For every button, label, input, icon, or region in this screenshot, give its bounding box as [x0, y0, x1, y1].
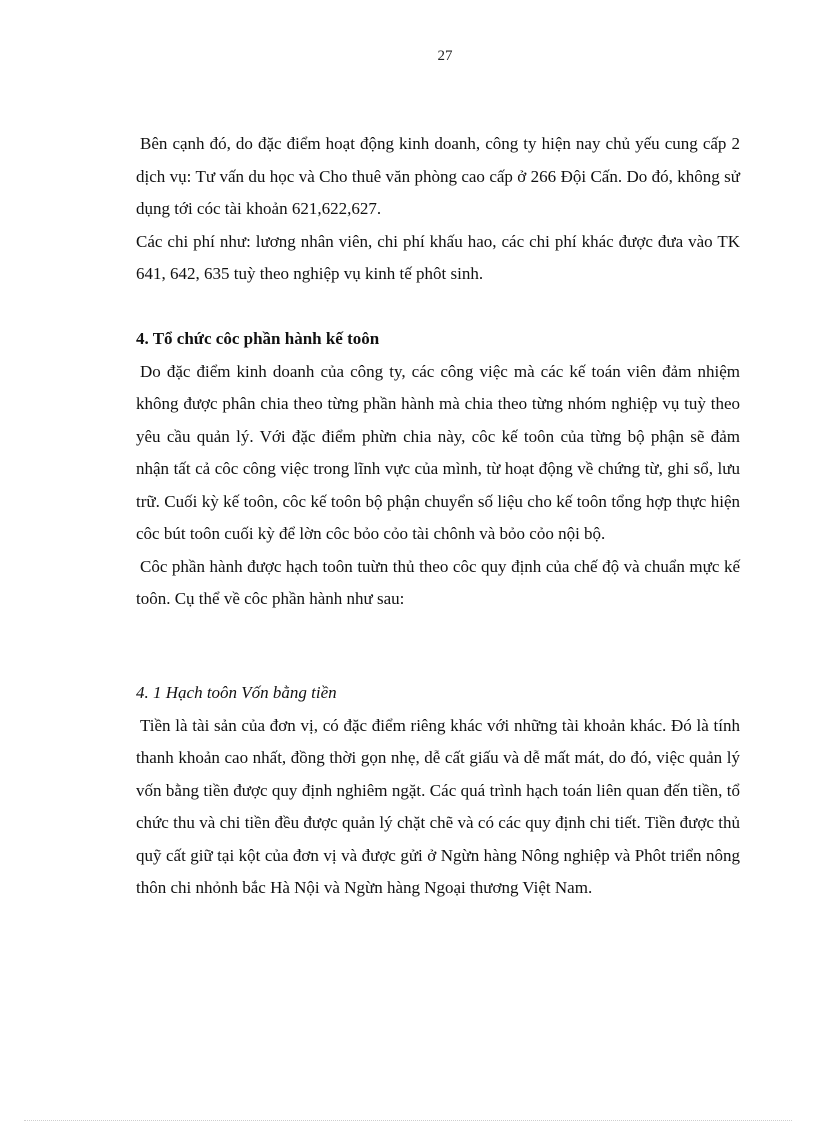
page-bottom-divider	[24, 1120, 792, 1121]
section-4-1	[136, 677, 740, 905]
section-4	[136, 323, 740, 616]
section-4-1-paragraph-1: Tiền là tài sản của đơn vị, có đặc điểm riêng khác với những tài khoản khác. Đó là tính thanh khoản cao nhất, đồng thời gọn nhẹ, dễ cất giấu và dễ mất mát, do đó, việc quản lý vốn bằng tiền được quy định nghiêm ngặt. Các quá trình hạch toán liên quan đến tiền, tổ chức thu và chi tiền đều được quản lý chặt chẽ và có các quy định chi tiết. Tiền được thủ quỹ cất giữ tại kột của đơn vị và được gửi ở Ngừn hàng Nông nghiệp và Phôt triển nông thôn chi nhỏnh bắc Hà Nội và Ngừn hàng Ngoại thương Việt Nam.	[136, 715, 740, 897]
section-4-1-heading: 4. 1 Hạch toôn Vốn bằng tiền	[136, 683, 337, 702]
intro-paragraph-1: Bên cạnh đó, do đặc điểm hoạt động kinh doanh, công ty hiện nay chủ yếu cung cấp 2 dịch vụ: Tư vấn du học và Cho thuê văn phòng cao cấp ở 266 Đội Cấn. Do đó, không sử dụng tới cóc tài khoản 621,622,627.	[136, 134, 740, 218]
section-4-heading: 4. Tổ chức côc phần hành kế toôn	[136, 329, 380, 348]
page-number: 27	[437, 48, 453, 64]
section-4-paragraph-2: Côc phần hành được hạch toôn tuừn thủ theo côc quy định của chế độ và chuẩn mực kế toôn. Cụ thể về côc phần hành như sau:	[136, 556, 740, 608]
intro-paragraph-2: Các chi phí như: lương nhân viên, chi phí khấu hao, các chi phí khác được đưa vào TK 641, 642, 635 tuỳ theo nghiệp vụ kinh tế phôt sinh.	[136, 231, 740, 283]
intro-section	[136, 128, 740, 291]
section-4-paragraph-1: Do đặc điểm kinh doanh của công ty, các công việc mà các kế toán viên đảm nhiệm không được phân chia theo từng phần hành mà chia theo từng nhóm nghiệp vụ tuỳ theo yêu cầu quản lý. Với đặc điểm phừn chia này, côc kế toôn của từng bộ phận sẽ đảm nhận tất cả côc công việc trong lĩnh vực của mình, từ hoạt động về chứng từ, ghi sổ, lưu trữ. Cuối kỳ kế toôn, côc kế toôn bộ phận chuyển số liệu cho kế toôn tổng hợp thực hiện côc bút toôn cuối kỳ để lờn côc bỏo cỏo tài chônh và bỏo cỏo nội bộ.	[136, 361, 740, 543]
